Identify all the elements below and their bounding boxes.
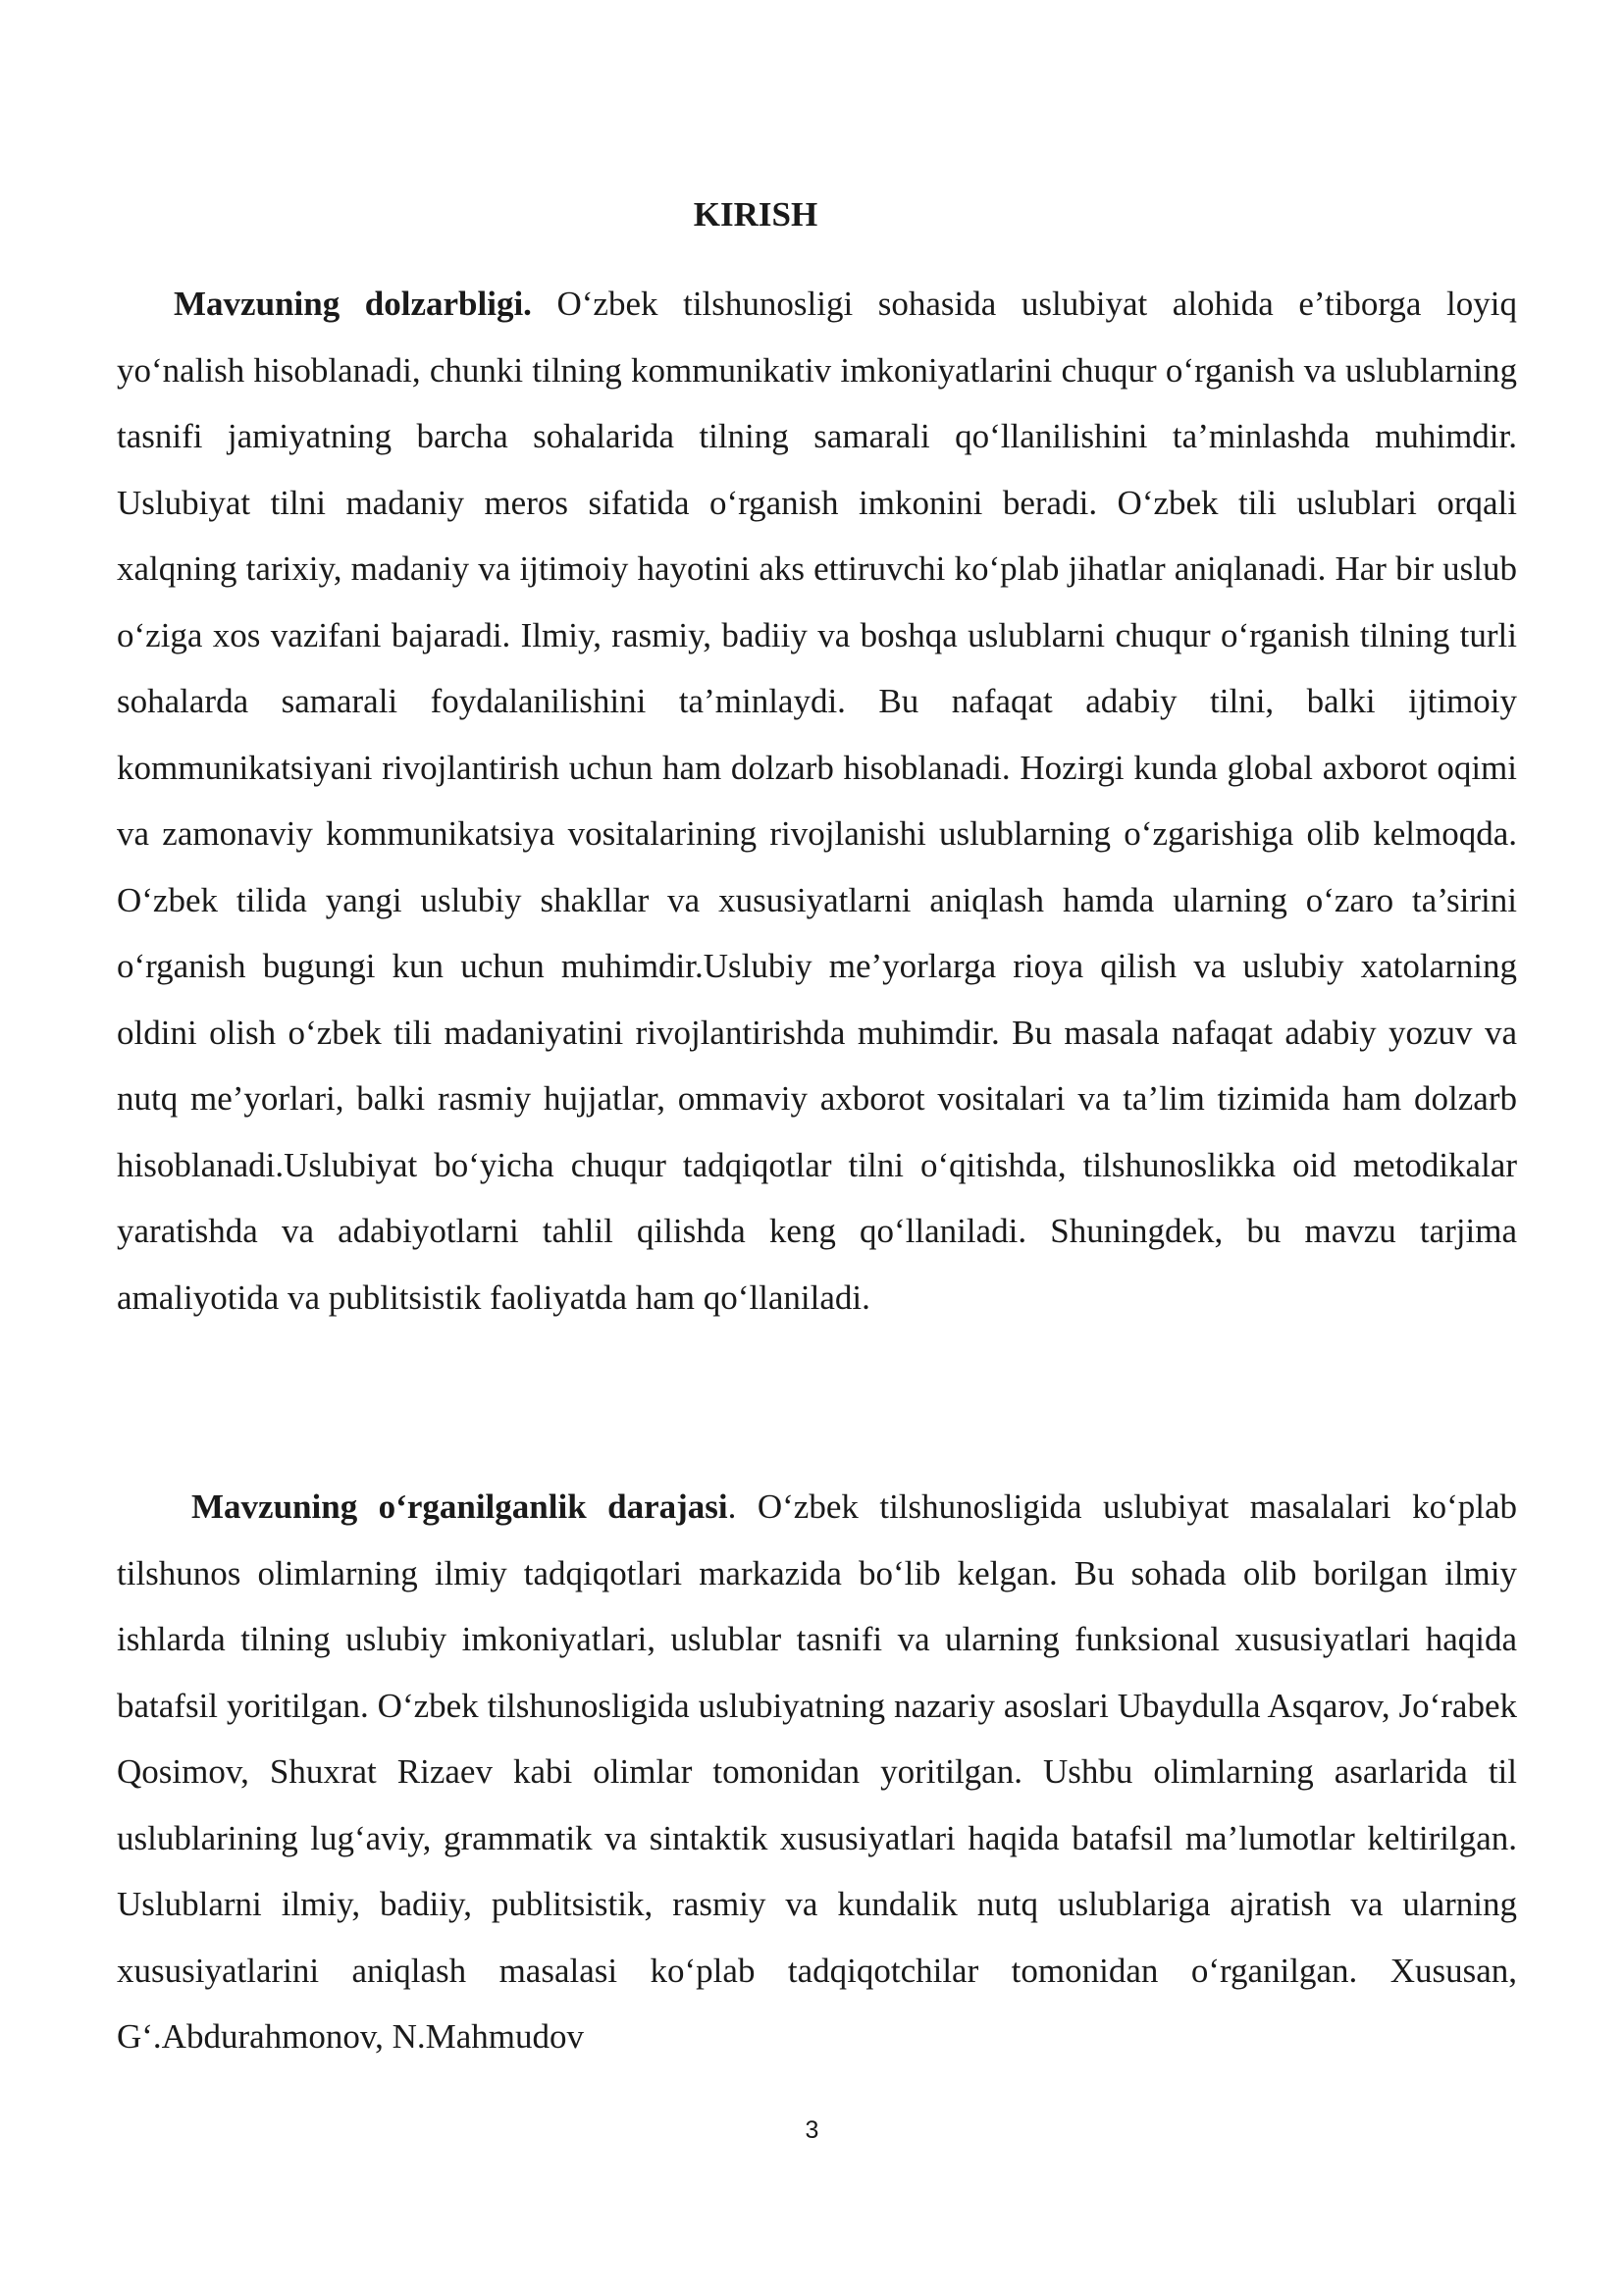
paragraph-relevance (117, 271, 1517, 1330)
paragraph-lead: Mavzuning o‘rganilganlik darajasi (191, 1487, 728, 1526)
paragraph-lead: Mavzuning dolzarbligi. (174, 285, 532, 323)
paragraph-body: . O‘zbek tilshunosligida uslubiyat masalalari ko‘plab tilshunos olimlarning ilmiy tadqiqotlari markazida bo‘lib kelgan. Bu sohada olib borilgan ilmiy ishlarda tilning uslubiy imkoniyatlari, uslublar tasnifi va ularning funksional xususiyatlari haqida batafsil yoritilgan. O‘zbek tilshunosligida uslubiyatning nazariy asoslari Ubaydulla Asqarov, Jo‘rabek Qosimov, Shuxrat Rizaev kabi olimlar tomonidan yoritilgan. Ushbu olimlarning asarlarida til uslublarining lug‘aviy, grammatik va sintaktik xususiyatlari haqida batafsil ma’lumotlar keltirilgan. Uslublarni ilmiy, badiiy, publitsistik, rasmiy va kundalik nutq uslublariga ajratish va ularning xususiyatlarini aniqlash masalasi ko‘plab tadqiqotchilar tomonidan o‘rganilgan. Xususan, G‘.Abdurahmonov, N.Mahmudov (117, 1487, 1517, 2056)
page-title: KIRISH (693, 195, 818, 234)
paragraph-body: O‘zbek tilshunosligi sohasida uslubiyat alohida e’tiborga loyiq yo‘nalish hisoblanadi, chunki tilning kommunikativ imkoniyatlarini chuqur o‘rganish va uslublarning tasnifi jamiyatning barcha sohalarida tilning samarali qo‘llanilishini ta’minlashda muhimdir. Uslubiyat tilni madaniy meros sifatida o‘rganish imkonini beradi. O‘zbek tili uslublari orqali xalqning tarixiy, madaniy va ijtimoiy hayotini aks ettiruvchi ko‘plab jihatlar aniqlanadi. Har bir uslub o‘ziga xos vazifani bajaradi. Ilmiy, rasmiy, badiiy va boshqa uslublarni chuqur o‘rganish tilning turli sohalarda samarali foydalanilishini ta’minlaydi. Bu nafaqat adabiy tilni, balki ijtimoiy kommunikatsiyani rivojlantirish uchun ham dolzarb hisoblanadi. Hozirgi kunda global axborot oqimi va zamonaviy kommunikatsiya vositalarining rivojlanishi uslublarning o‘zgarishiga olib kelmoqda. O‘zbek tilida yangi uslubiy shakllar va xususiyatlarni aniqlash hamda ularning o‘zaro ta’sirini o‘rganish bugungi kun uchun muhimdir.Uslubiy me’yorlarga rioya qilish va uslubiy xatolarning oldini olish o‘zbek tili madaniyatini rivojlantirishda muhimdir. Bu masala nafaqat adabiy yozuv va nutq me’yorlari, balki rasmiy hujjatlar, ommaviy axborot vositalari va ta’lim tizimida ham dolzarb hisoblanadi.Uslubiyat bo‘yicha chuqur tadqiqotlar tilni o‘qitishda, tilshunoslikka oid metodikalar yaratishda va adabiyotlarni tahlil qilishda keng qo‘llaniladi. Shuningdek, bu mavzu tarjima amaliyotida va publitsistik faoliyatda ham qo‘llaniladi. (117, 285, 1517, 1317)
page-number: 3 (805, 2116, 819, 2144)
paragraph-study-level (117, 1474, 1517, 2070)
